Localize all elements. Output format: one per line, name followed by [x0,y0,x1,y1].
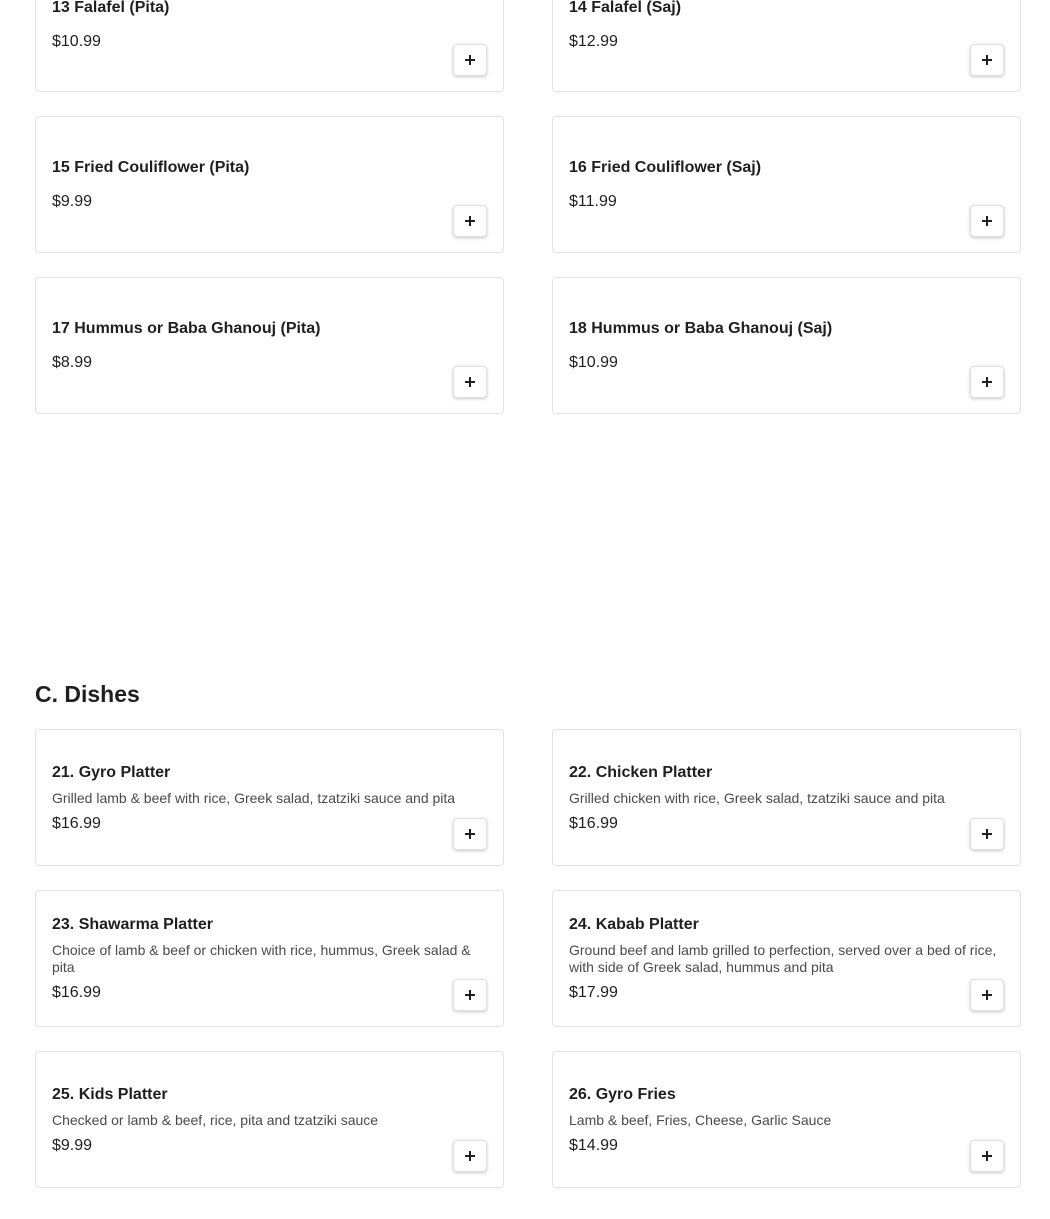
menu-item-card[interactable] [35,1051,504,1188]
plus-icon [982,55,992,65]
item-price: $10.99 [569,354,618,371]
menu-item-card[interactable] [35,116,504,253]
item-price: $10.99 [52,33,101,50]
plus-icon [982,829,992,839]
item-name: 18 Hummus or Baba Ghanouj (Saj) [569,320,833,337]
add-to-cart-button[interactable] [453,1140,487,1172]
plus-icon [982,1151,992,1161]
add-to-cart-button[interactable] [970,1140,1004,1172]
menu-item-card[interactable] [552,116,1021,253]
item-price: $9.99 [52,193,93,210]
add-to-cart-button[interactable] [970,818,1004,850]
item-name: 13 Falafel (Pita) [52,0,170,16]
plus-icon [465,829,475,839]
plus-icon [982,377,992,387]
item-name: 25. Kids Platter [52,1086,168,1103]
add-to-cart-button[interactable] [453,818,487,850]
menu-item-card[interactable] [552,1051,1021,1188]
item-name: 14 Falafel (Saj) [569,0,682,16]
item-name: 17 Hummus or Baba Ghanouj (Pita) [52,320,321,337]
item-price: $16.99 [52,815,101,832]
item-price: $17.99 [569,984,618,1001]
add-to-cart-button[interactable] [453,44,487,76]
section-title: C. Dishes [35,681,140,707]
menu-item-card[interactable] [35,0,504,92]
plus-icon [982,216,992,226]
item-name: 22. Chicken Platter [569,764,713,781]
menu-item-card[interactable] [552,0,1021,92]
plus-icon [465,1151,475,1161]
item-description: Checked or lamb & beef, rice, pita and tzatziki sauce [52,1112,379,1128]
item-name: 21. Gyro Platter [52,764,171,781]
menu-item-card[interactable] [552,277,1021,414]
plus-icon [465,216,475,226]
item-description: Lamb & beef, Fries, Cheese, Garlic Sauce [569,1112,832,1128]
item-price: $16.99 [569,815,618,832]
item-description: Grilled lamb & beef with rice, Greek salad, tzatziki sauce and pita [52,790,456,806]
plus-icon [465,377,475,387]
plus-icon [982,990,992,1000]
add-to-cart-button[interactable] [453,366,487,398]
item-name: 23. Shawarma Platter [52,916,213,933]
menu-item-card[interactable] [35,890,504,1027]
add-to-cart-button[interactable] [453,979,487,1011]
plus-icon [465,55,475,65]
menu-item-card[interactable] [552,890,1021,1027]
item-price: $11.99 [569,193,617,210]
item-price: $12.99 [569,33,618,50]
menu-item-card[interactable] [35,277,504,414]
item-name: 16 Fried Couliflower (Saj) [569,159,762,176]
item-description: Ground beef and lamb grilled to perfection, served over a bed of rice, with side of Greek salad, hummus and pita [569,942,997,975]
add-to-cart-button[interactable] [453,205,487,237]
item-description: Grilled chicken with rice, Greek salad, tzatziki sauce and pita [569,790,945,806]
add-to-cart-button[interactable] [970,44,1004,76]
menu-item-card[interactable] [552,729,1021,866]
item-price: $14.99 [569,1137,618,1154]
item-price: $9.99 [52,1137,93,1154]
add-to-cart-button[interactable] [970,205,1004,237]
add-to-cart-button[interactable] [970,979,1004,1011]
plus-icon [465,990,475,1000]
item-name: 24. Kabab Platter [569,916,699,933]
item-name: 26. Gyro Fries [569,1086,676,1103]
item-name: 15 Fried Couliflower (Pita) [52,159,250,176]
item-price: $8.99 [52,354,93,371]
add-to-cart-button[interactable] [970,366,1004,398]
item-price: $16.99 [52,984,101,1001]
menu-item-card[interactable] [35,729,504,866]
item-description: Choice of lamb & beef or chicken with rice, hummus, Greek salad & pita [52,942,471,975]
